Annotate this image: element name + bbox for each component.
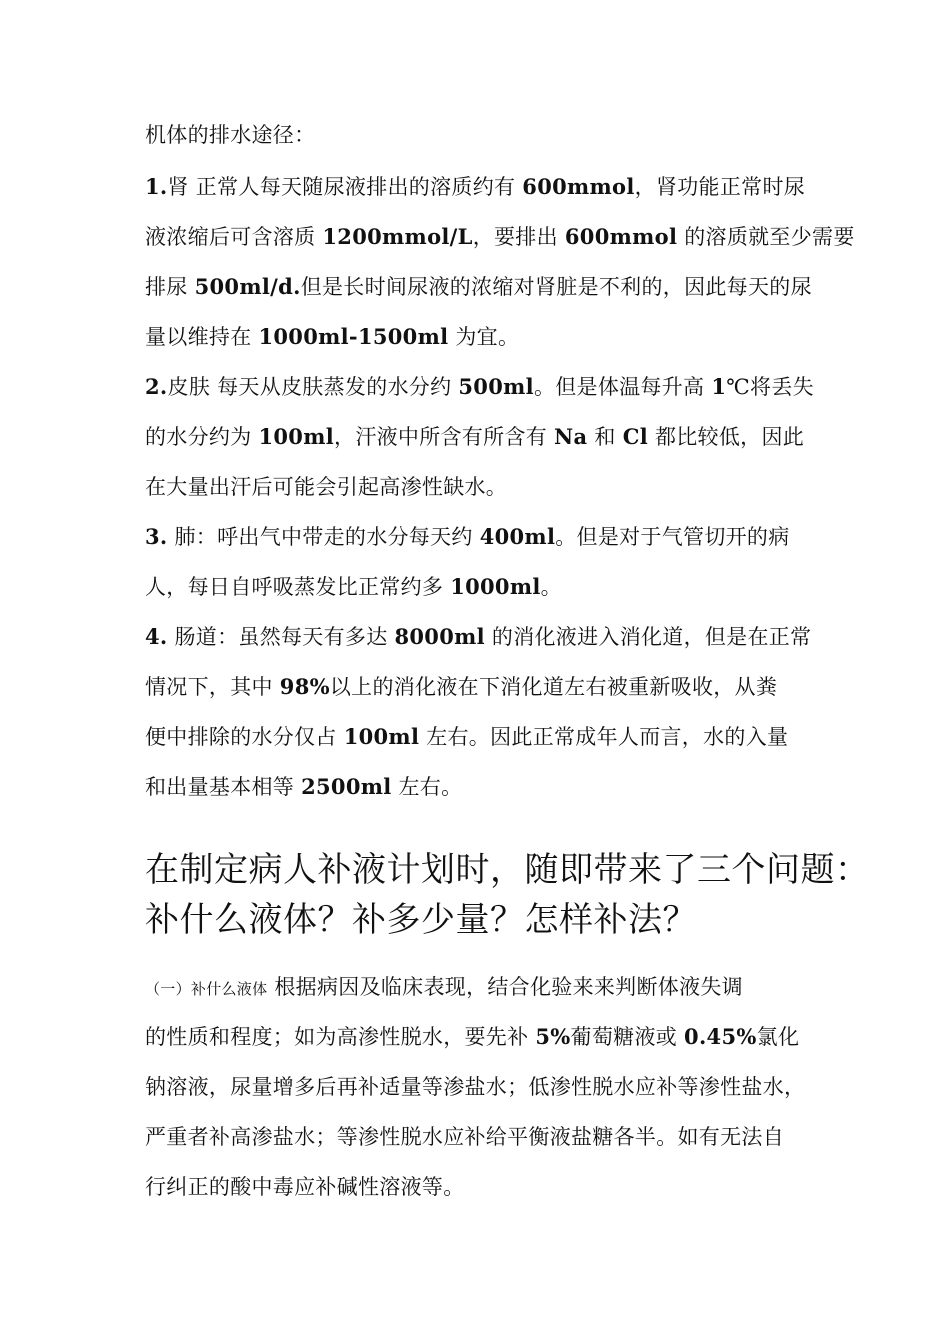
item-number: 4. (145, 624, 168, 649)
fluid-type-paragraph-line-2: 的性质和程度；如为高渗性脱水，要先补 5%葡萄糖液或 0.45%氯化 (145, 1024, 800, 1049)
item-number: 3. (145, 524, 168, 549)
skin-paragraph-line-2: 的水分约为 100ml，汗液中所含有所含有 Na 和 Cl 都比较低，因此 (145, 424, 805, 449)
fluid-type-paragraph-line-5: 行纠正的酸中毒应补碱性溶液等。 (145, 1175, 465, 1199)
item-number: 2. (145, 374, 168, 399)
section-title: 机体的排水途径： (145, 123, 316, 147)
kidney-paragraph-line-4: 量以维持在 1000ml-1500ml 为宜。 (145, 324, 520, 349)
gut-paragraph-line-1: 4. 肠道：虽然每天有多达 8000ml 的消化液进入消化道，但是在正常 (145, 624, 812, 649)
heading-line-1: 在制定病人补液计划时，随即带来了三个问题： (145, 850, 870, 890)
lung-paragraph-line-1: 3. 肺：呼出气中带走的水分每天约 400ml。但是对于气管切开的病 (145, 524, 790, 549)
gut-paragraph-line-4: 和出量基本相等 2500ml 左右。 (145, 774, 463, 799)
skin-paragraph-line-1: 2.皮肤 每天从皮肤蒸发的水分约 500ml。但是体温每升高 1℃将丢失 (145, 374, 814, 399)
heading-line-2: 补什么液体？补多少量？怎样补法？ (145, 900, 697, 940)
skin-paragraph-line-3: 在大量出汗后可能会引起高渗性缺水。 (145, 475, 508, 499)
item-number: 1. (145, 174, 168, 199)
gut-paragraph-line-2: 情况下，其中 98%以上的消化液在下消化道左右被重新吸收，从粪 (145, 674, 778, 699)
fluid-type-paragraph-line-3: 钠溶液，尿量增多后再补适量等渗盐水；低渗性脱水应补等渗性盐水， (145, 1075, 806, 1099)
fluid-type-paragraph-line-1: （一）补什么液体 根据病因及临床表现，结合化验来来判断体液失调 (145, 975, 743, 999)
gut-paragraph-line-3: 便中排除的水分仅占 100ml 左右。因此正常成年人而言，水的入量 (145, 724, 789, 749)
subsection-label: （一）补什么液体 (145, 980, 268, 998)
kidney-paragraph-line-1: 1.肾 正常人每天随尿液排出的溶质约有 600mmol，肾功能正常时尿 (145, 174, 806, 199)
kidney-paragraph-line-3: 排尿 500ml/d.但是长时间尿液的浓缩对肾脏是不利的，因此每天的尿 (145, 274, 812, 299)
lung-paragraph-line-2: 人，每日自呼吸蒸发比正常约多 1000ml。 (145, 574, 562, 599)
fluid-type-paragraph-line-4: 严重者补高渗盐水；等渗性脱水应补给平衡液盐糖各半。如有无法自 (145, 1125, 784, 1149)
kidney-paragraph-line-2: 液浓缩后可含溶质 1200mmol/L，要排出 600mmol 的溶质就至少需要 (145, 224, 855, 249)
